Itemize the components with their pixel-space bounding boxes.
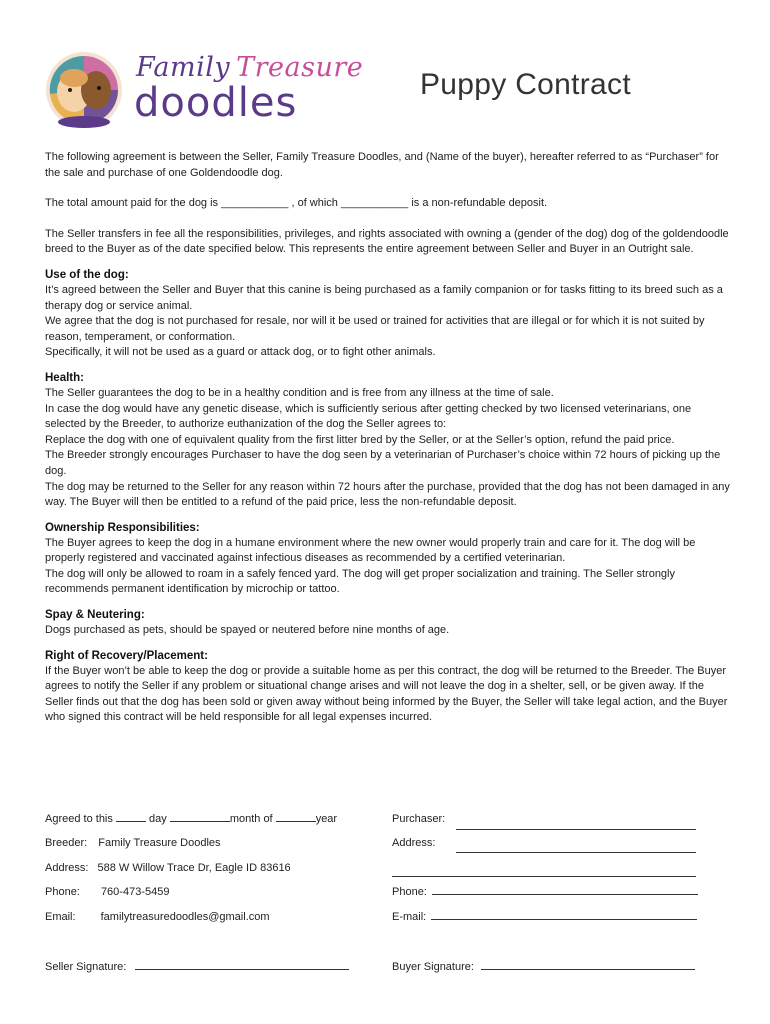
breeder-row xyxy=(45,836,221,850)
section-heading: Ownership Responsibilities: xyxy=(45,521,200,534)
seller-address-value: 588 W Willow Trace Dr, Eagle ID 83616 xyxy=(97,862,291,874)
section-4 xyxy=(45,607,730,639)
section-line: The dog will only be allowed to roam in a safely fenced yard. The dog will get proper socialization and training. The Seller strongly recommends permanent identification by microchip or tattoo. xyxy=(45,567,675,596)
section-heading: Right of Recovery/Placement: xyxy=(45,649,208,662)
intro-paragraph-2: The total amount paid for the dog is ___________ , of which ___________ is a non-refundable deposit. xyxy=(45,197,548,210)
agreed-date-line xyxy=(45,812,337,826)
seller-email-label: Email: xyxy=(45,911,76,923)
seller-signature-row xyxy=(45,960,349,974)
section-5 xyxy=(45,648,730,726)
logo-word-treasure: Treasure xyxy=(236,52,364,83)
logo-word-family: Family xyxy=(136,52,231,83)
section-line: Specifically, it will not be used as a guard or attack dog, or to fight other animals. xyxy=(45,346,436,359)
month-blank[interactable] xyxy=(170,821,230,822)
buyer-address-label: Address: xyxy=(392,837,436,849)
logo-word-doodles: doodles xyxy=(134,80,298,126)
seller-phone-label: Phone: xyxy=(45,886,80,898)
seller-signature-label: Seller Signature: xyxy=(45,961,127,973)
agreed-day-label: day xyxy=(149,813,167,825)
day-blank[interactable] xyxy=(116,821,146,822)
agreed-month-label: month of xyxy=(229,813,273,825)
buyer-signature-row xyxy=(392,960,695,974)
section-line: If the Buyer won’t be able to keep the dog or provide a suitable home as per this contract, the dog will be returned to the Breeder. The Buyer agrees to notify the Seller if any problem or situational change arises and will not leave the dog in a shelter, sell, or be given away. If the Seller finds out that the dog has been sold or given away without being informed by the Buyer, the Seller will take legal action, and the Buyer who signed this contract will be held responsible for all legal expenses incurred. xyxy=(45,664,728,724)
buyer-email-field[interactable] xyxy=(431,919,697,920)
logo-dog-illustration-icon xyxy=(44,50,124,130)
seller-address-label: Address: xyxy=(45,862,89,874)
section-line: Replace the dog with one of equivalent quality from the first litter bred by the Seller, or at the Seller’s option, refund the paid price. xyxy=(45,433,675,446)
buyer-address-field-1[interactable] xyxy=(456,852,696,853)
seller-signature-field[interactable] xyxy=(135,969,349,970)
company-logo xyxy=(44,50,364,130)
section-line: It’s agreed between the Seller and Buyer that this canine is being purchased as a family companion or for tasks fitting to its breed such as a therapy dog or service animal. xyxy=(45,283,723,312)
logo-text-top xyxy=(136,52,363,83)
section-line: The Buyer agrees to keep the dog in a humane environment where the new owner would properly train and care for it. The dog will be properly registered and vaccinated against infectious diseases as recommended by a certified veterinarian. xyxy=(45,536,696,565)
buyer-phone-field[interactable] xyxy=(432,894,698,895)
purchaser-field[interactable] xyxy=(456,829,696,830)
buyer-address-field-2[interactable] xyxy=(392,876,696,877)
buyer-phone-label: Phone: xyxy=(392,886,427,898)
seller-email-row xyxy=(45,910,270,924)
section-3 xyxy=(45,520,730,598)
breeder-value: Family Treasure Doodles xyxy=(98,837,221,849)
agreed-year-label: year xyxy=(315,813,338,825)
seller-address-row xyxy=(45,861,291,875)
buyer-email-label: E-mail: xyxy=(392,911,427,923)
buyer-signature-label: Buyer Signature: xyxy=(392,961,474,973)
section-line: The Breeder strongly encourages Purchaser to have the dog seen by a veterinarian of Purchaser’s choice within 72 hours of picking up the dog. xyxy=(45,449,721,477)
contract-body xyxy=(45,150,730,726)
section-line: Dogs purchased as pets, should be spayed or neutered before nine months of age. xyxy=(45,624,450,637)
buyer-phone-row xyxy=(392,885,698,899)
section-2 xyxy=(45,370,730,511)
page-title: Puppy Contract xyxy=(420,68,631,101)
contract-sections xyxy=(45,267,730,726)
section-line: The Seller guarantees the dog to be in a healthy condition and is free from any illness at the time of sale. xyxy=(45,386,554,399)
breeder-label: Breeder: xyxy=(45,837,88,849)
section-1 xyxy=(45,267,730,361)
section-heading: Spay & Neutering: xyxy=(45,609,145,622)
seller-phone-row xyxy=(45,885,169,899)
section-line: In case the dog would have any genetic disease, which is sufficiently serious after getting checked by two licensed veterinarians, one selected by the Breeder, to authorize euthanization of the dog the Seller agrees to: xyxy=(45,402,692,431)
section-heading: Use of the dog: xyxy=(45,268,129,281)
seller-phone-value: 760-473-5459 xyxy=(100,886,170,898)
section-line: We agree that the dog is not purchased for resale, nor will it be used or trained for activities that are illegal or for which it is not suited by reason, temperament, or conformation. xyxy=(45,315,705,343)
seller-email-value: familytreasuredoodles@gmail.com xyxy=(100,911,270,923)
section-line: The dog may be returned to the Seller for any reason within 72 hours after the purchase, provided that the dog has not been damaged in any way. The Buyer will then be entitled to a refund of the paid price, less the non-refundable deposit. xyxy=(45,480,730,509)
year-blank[interactable] xyxy=(276,821,316,822)
buyer-signature-field[interactable] xyxy=(481,969,695,970)
intro-paragraph-1: The following agreement is between the Seller, Family Treasure Doodles, and (Name of the buyer), hereafter referred to as “Purchaser” for the sale and purchase of one Goldendoodle dog. xyxy=(45,151,719,179)
buyer-email-row xyxy=(392,910,697,924)
agreed-prefix: Agreed to this xyxy=(45,813,113,825)
section-heading: Health: xyxy=(45,371,84,384)
purchaser-label: Purchaser: xyxy=(392,813,446,825)
intro-paragraph-3: The Seller transfers in fee all the responsibilities, privileges, and rights associated with owning a (gender of the dog) dog of the goldendoodle breed to the Buyer as of the date specified below. This represents the entire agreement between Seller and Buyer in an Outright sale. xyxy=(45,227,729,256)
